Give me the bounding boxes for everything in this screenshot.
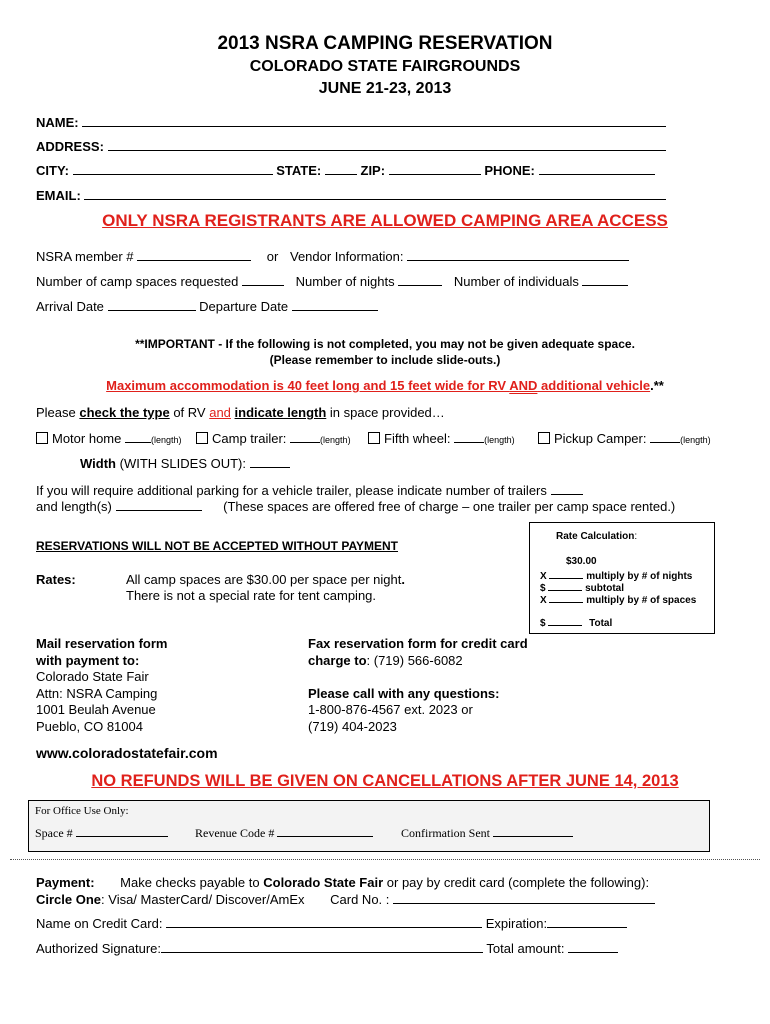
signature-row [36, 940, 618, 956]
office-confirmation-field [401, 824, 573, 841]
rv-instr-indicate: indicate length [234, 405, 327, 420]
camp-spaces-input[interactable] [242, 273, 284, 286]
slide-outs-note: (Please remember to include slide-outs.) [269, 353, 501, 367]
individuals-input[interactable] [582, 273, 628, 286]
or-label: or [266, 249, 279, 264]
nights-input[interactable] [398, 273, 442, 286]
fax-number: : (719) 566-6082 [366, 652, 463, 668]
rv-instr-and: and [209, 405, 231, 420]
total-amount-label: Total amount: [486, 941, 565, 956]
payment-text-a: Make checks payable to [120, 875, 264, 890]
cut-line-divider [10, 859, 760, 860]
camp-trailer-label: Camp trailer: [212, 431, 287, 446]
card-number-label: Card No. : [330, 892, 390, 907]
payment-payee: Colorado State Fair [263, 875, 384, 890]
rates-period: . [401, 572, 405, 587]
individuals-label: Number of individuals [453, 274, 579, 289]
office-confirmation-input[interactable] [493, 824, 573, 837]
rate-calc-total-input[interactable] [548, 615, 582, 626]
office-space-label: Space # [35, 826, 73, 840]
rv-type-camp-trailer[interactable] [196, 430, 351, 446]
call-heading: Please call with any questions: [308, 685, 500, 701]
email-field [36, 187, 666, 203]
width-note: (WITH SLIDES OUT): [119, 456, 246, 471]
fax-block [308, 636, 528, 735]
payment-row [36, 875, 649, 890]
fax-heading-2 [308, 653, 528, 670]
office-space-input[interactable] [76, 824, 168, 837]
signature-input[interactable] [161, 940, 483, 953]
pickup-camper-length-label: (length) [680, 435, 711, 445]
name-on-card-label: Name on Credit Card: [36, 916, 163, 931]
mail-block [36, 636, 168, 735]
width-label: Width [80, 456, 116, 471]
address-input[interactable] [108, 138, 666, 151]
fax-charge-to: charge to [308, 652, 367, 668]
rv-instructions [36, 405, 445, 420]
departure-label: Departure Date [199, 299, 289, 314]
arrival-input[interactable] [108, 298, 196, 311]
website-link[interactable]: www.coloradostatefair.com [36, 745, 218, 761]
motor-home-length-input[interactable] [125, 430, 151, 443]
page-title: 2013 NSRA CAMPING RESERVATION [217, 33, 553, 54]
trailer-free-note: (These spaces are offered free of charge – one trailer per camp space rented.) [223, 499, 676, 514]
email-input[interactable] [84, 187, 666, 200]
dates-row [36, 298, 378, 314]
fifth-wheel-length-input[interactable] [454, 430, 484, 443]
rv-type-fifth-wheel[interactable] [368, 430, 515, 446]
card-type-row [36, 891, 655, 907]
nights-label: Number of nights [295, 274, 395, 289]
member-row [36, 248, 629, 264]
width-input[interactable] [250, 455, 290, 468]
arrival-label: Arrival Date [36, 299, 104, 314]
mail-heading-1: Mail reservation form [36, 636, 168, 651]
signature-label: Authorized Signature: [36, 941, 162, 956]
pickup-camper-length-input[interactable] [650, 430, 680, 443]
trailer-length-label: and length(s) [36, 499, 112, 514]
phone-input[interactable] [539, 162, 655, 175]
trailer-length-row [36, 498, 675, 514]
office-revenue-field [195, 824, 373, 841]
address-field [36, 138, 666, 154]
spaces-row [36, 273, 628, 289]
pickup-camper-label: Pickup Camper: [554, 431, 647, 446]
card-number-input[interactable] [393, 891, 655, 904]
trailer-count-input[interactable] [551, 482, 583, 495]
nsra-member-label: NSRA member # [36, 249, 134, 264]
zip-input[interactable] [389, 162, 481, 175]
name-label: NAME: [36, 115, 79, 130]
rate-calc-nights-input[interactable] [549, 568, 583, 579]
fax-heading-1: Fax reservation form for credit card [308, 636, 528, 651]
payment-required-notice: RESERVATIONS WILL NOT BE ACCEPTED WITHOUT PAYMENT [36, 539, 399, 553]
max-accommodation [0, 378, 770, 393]
camp-trailer-length-label: (length) [320, 435, 351, 445]
rate-calc-subtotal-input[interactable] [548, 580, 582, 591]
trailer-text: If you will require additional parking for a vehicle trailer, please indicate number of trailers [36, 483, 547, 498]
max-accommodation-b: additional vehicle [537, 378, 651, 393]
email-label: EMAIL: [36, 188, 81, 203]
rate-calc-row-subtotal: $ subtotal [540, 580, 624, 594]
camp-trailer-length-input[interactable] [290, 430, 320, 443]
max-accommodation-a: Maximum accommodation is 40 feet long and 15 feet wide for RV [106, 378, 510, 393]
motor-home-checkbox[interactable] [36, 432, 48, 444]
camp-spaces-label: Number of camp spaces requested [36, 274, 239, 289]
payment-label: Payment: [36, 875, 95, 890]
rates-label: Rates: [36, 572, 76, 587]
name-on-card-input[interactable] [166, 915, 482, 928]
fifth-wheel-label: Fifth wheel: [384, 431, 451, 446]
mail-line-4: Pueblo, CO 81004 [36, 718, 143, 734]
circle-one-label: Circle One [36, 892, 102, 907]
address-label: ADDRESS: [36, 139, 104, 154]
max-accommodation-and: AND [509, 378, 538, 393]
motor-home-label: Motor home [52, 431, 122, 446]
city-label: CITY: [36, 163, 69, 178]
rate-calc-row-spaces: X multiply by # of spaces [540, 592, 696, 606]
fifth-wheel-length-label: (length) [484, 435, 515, 445]
pickup-camper-checkbox[interactable] [538, 432, 550, 444]
fifth-wheel-checkbox[interactable] [368, 432, 380, 444]
venue-subtitle: COLORADO STATE FAIRGROUNDS [249, 58, 521, 75]
access-notice: ONLY NSRA REGISTRANTS ARE ALLOWED CAMPING AREA ACCESS [102, 211, 668, 230]
vendor-label: Vendor Information: [289, 249, 404, 264]
state-label: STATE: [276, 163, 322, 178]
name-input[interactable] [82, 114, 666, 127]
rates-line2: There is not a special rate for tent camping. [126, 588, 377, 603]
rv-instr-check: check the type [79, 405, 170, 420]
rv-instr-of-rv: of RV [169, 405, 210, 420]
expiration-label: Expiration: [485, 916, 548, 931]
state-input[interactable] [325, 162, 357, 175]
vendor-input[interactable] [407, 248, 629, 261]
nsra-member-input[interactable] [137, 248, 251, 261]
rate-calc-base: $30.00 [566, 556, 597, 567]
important-note: **IMPORTANT - If the following is not completed, you may not be given adequate space. [135, 337, 635, 351]
name-field [36, 114, 666, 130]
office-revenue-label: Revenue Code # [195, 826, 275, 840]
payment-text-b: or pay by credit card (complete the following): [383, 875, 650, 890]
mail-line-3: 1001 Beulah Avenue [36, 702, 156, 717]
rate-calc-spaces-input[interactable] [549, 592, 583, 603]
total-amount-input[interactable] [568, 940, 618, 953]
max-accommodation-suffix: .** [650, 378, 664, 393]
rates-line1 [126, 572, 405, 587]
call-phone-2: (719) 404-2023 [308, 718, 397, 734]
card-types[interactable]: : Visa/ MasterCard/ Discover/AmEx [101, 892, 305, 907]
phone-label: PHONE: [484, 163, 535, 178]
trailer-row [36, 482, 583, 498]
rv-instr-rest: in space provided… [326, 405, 445, 420]
rv-type-pickup-camper[interactable] [538, 430, 711, 446]
width-row [80, 455, 290, 471]
trailer-length-input[interactable] [116, 498, 202, 511]
mail-line-1: Colorado State Fair [36, 669, 149, 684]
city-input[interactable] [73, 162, 273, 175]
refund-notice: NO REFUNDS WILL BE GIVEN ON CANCELLATIONS AFTER JUNE 14, 2013 [91, 772, 679, 790]
office-use-title: For Office Use Only: [35, 805, 129, 817]
city-state-zip-phone-row [36, 162, 655, 178]
camp-trailer-checkbox[interactable] [196, 432, 208, 444]
office-use-box [28, 800, 710, 852]
event-dates: JUNE 21-23, 2013 [318, 80, 452, 97]
mail-line-2: Attn: NSRA Camping [36, 685, 158, 701]
office-space-field [35, 824, 168, 841]
rates-line1-text: All camp spaces are $30.00 per space per night [126, 572, 402, 587]
motor-home-length-label: (length) [151, 435, 182, 445]
call-phone-1: 1-800-876-4567 ext. 2023 or [308, 702, 473, 717]
office-revenue-input[interactable] [277, 824, 373, 837]
departure-input[interactable] [292, 298, 378, 311]
expiration-input[interactable] [547, 915, 627, 928]
name-on-card-row [36, 915, 627, 931]
zip-label: ZIP: [360, 163, 386, 178]
office-confirmation-label: Confirmation Sent [401, 826, 490, 840]
rate-calculation-box [529, 522, 715, 634]
rate-calc-row-nights: X multiply by # of nights [540, 568, 692, 582]
rate-calc-title: Rate Calculation: [556, 531, 638, 542]
rv-instr-please: Please [36, 405, 80, 420]
rv-type-motor-home[interactable] [36, 430, 182, 446]
rate-calc-row-total: $ Total [540, 615, 612, 629]
mail-heading-2: with payment to: [36, 652, 140, 668]
